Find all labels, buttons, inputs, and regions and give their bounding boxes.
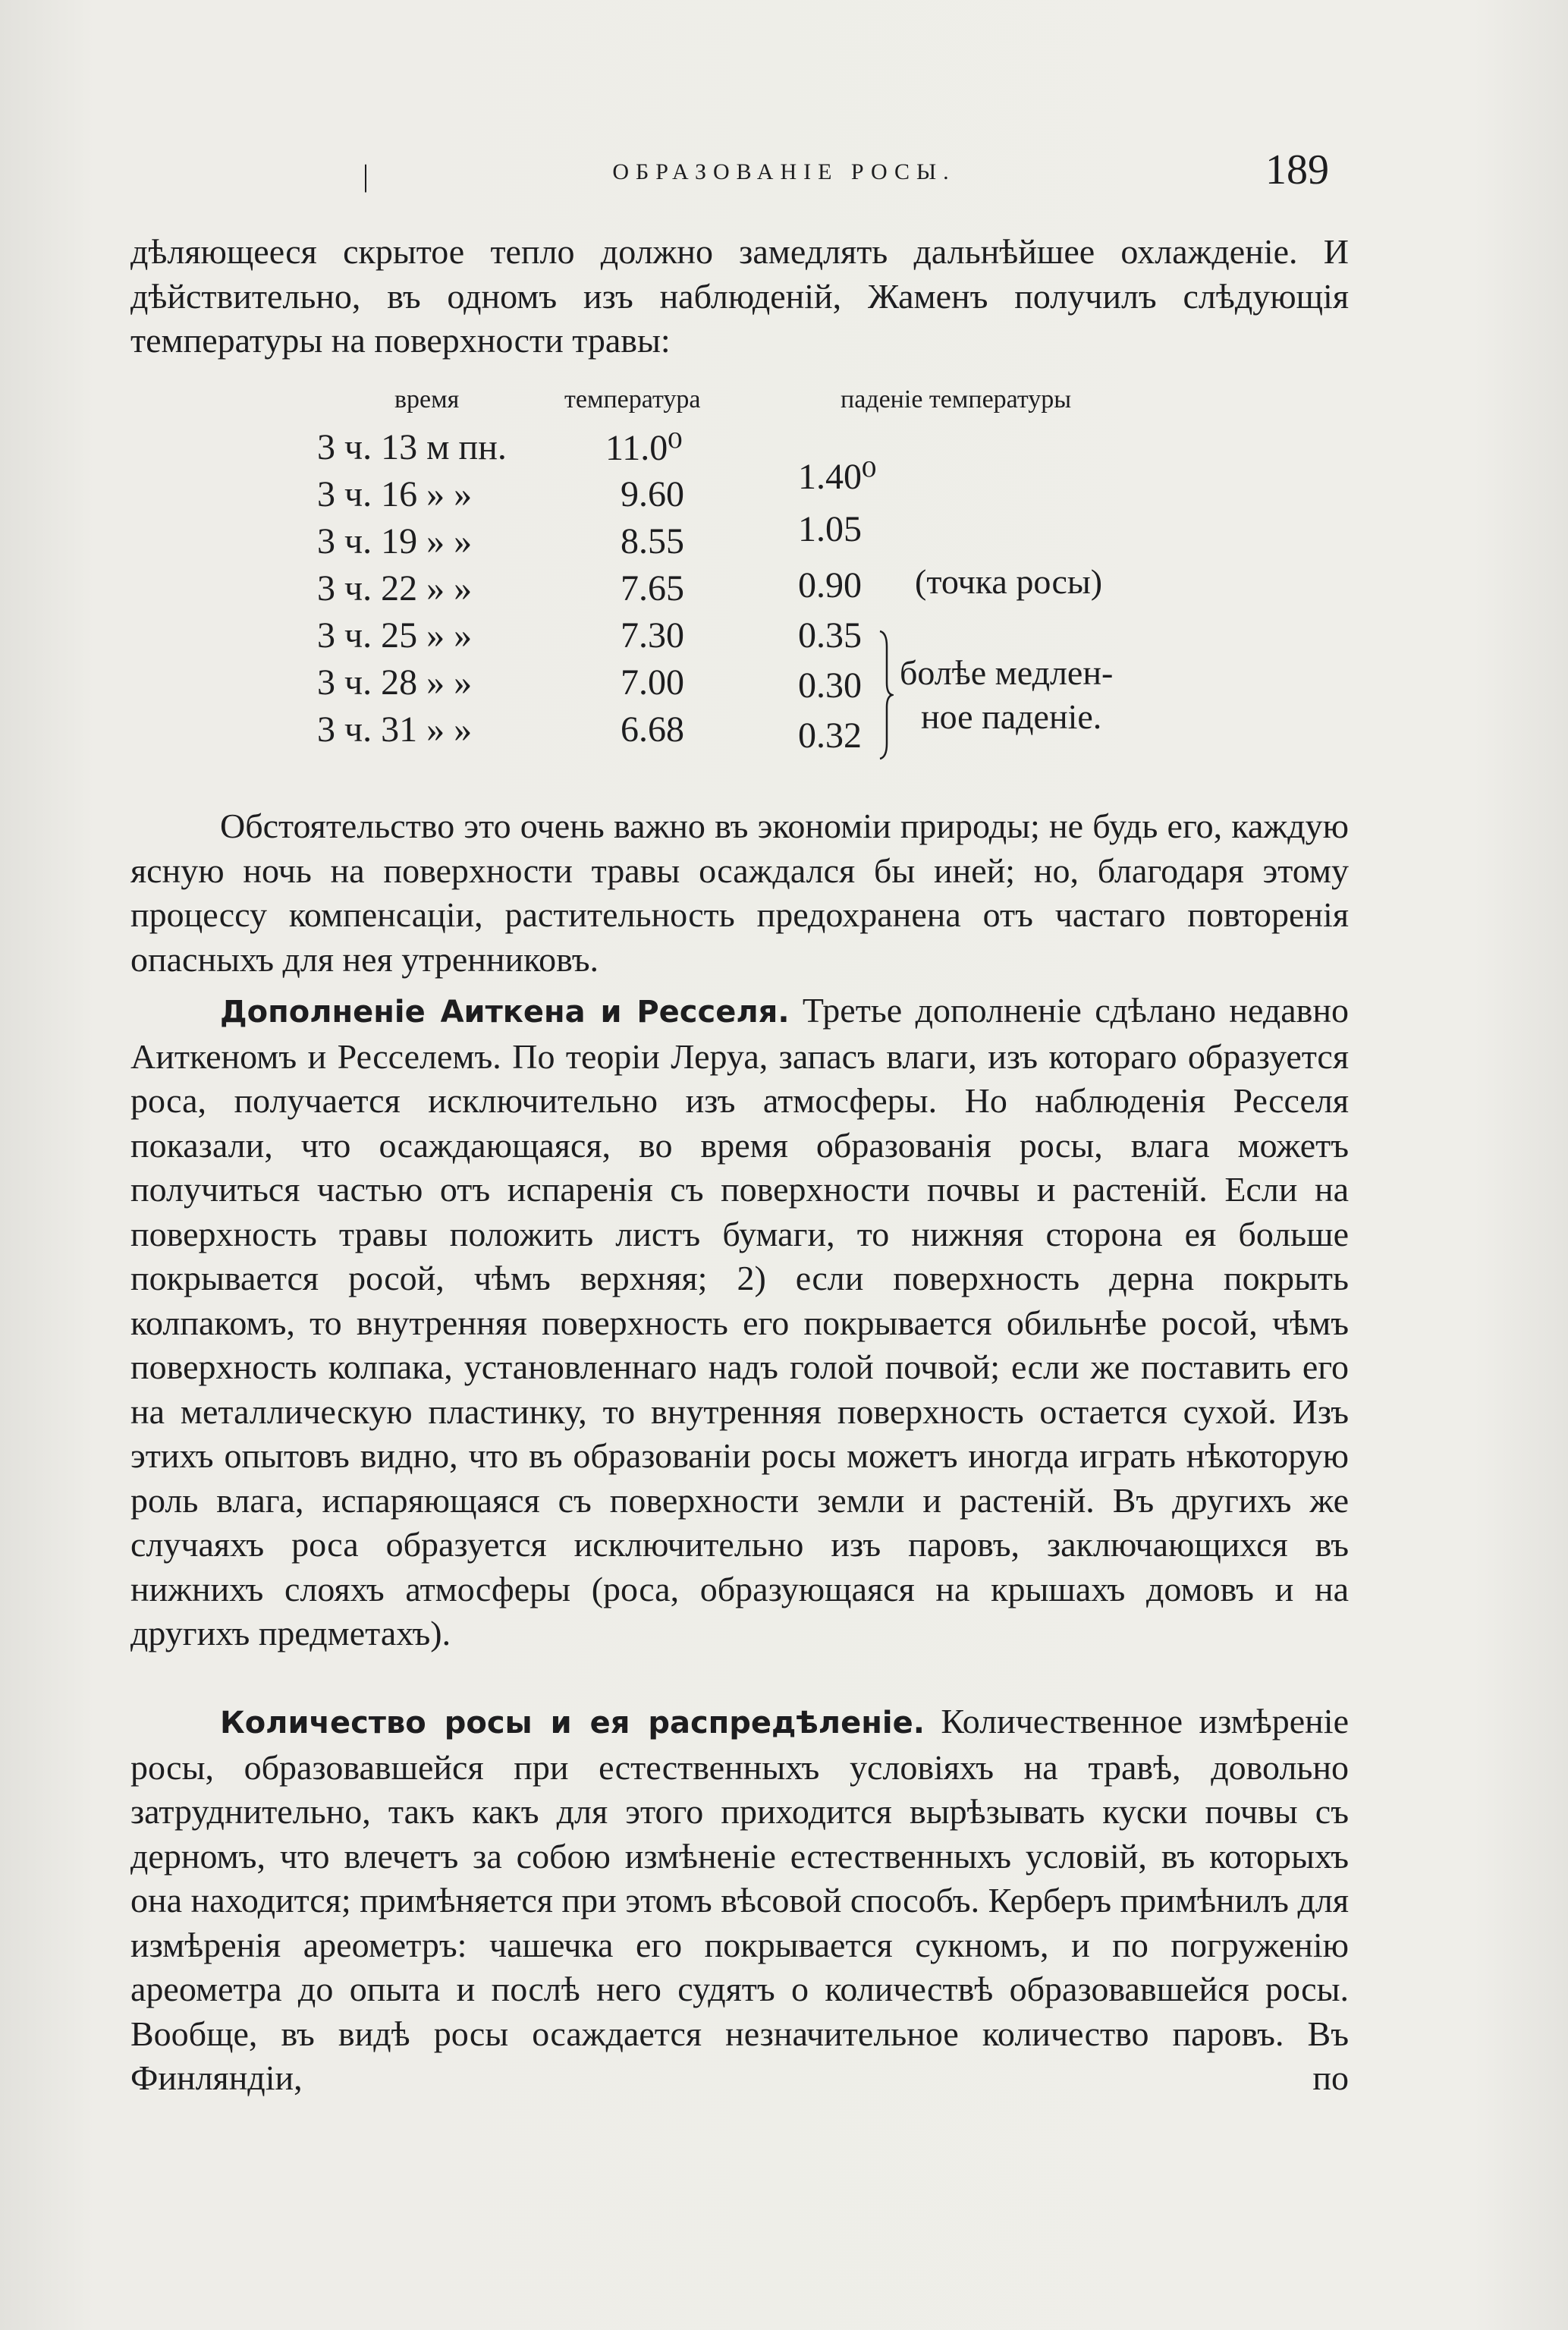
column-header-drop: паденіе температуры <box>841 385 1072 413</box>
drop-cell: 0.90 <box>798 565 862 605</box>
slow-drop-note-line2: ное паденіе. <box>921 697 1102 736</box>
time-cell: 3 ч. 31 » » <box>317 709 473 750</box>
time-cell: 3 ч. 13 м пн. <box>317 427 507 467</box>
temperature-cell: 9.60 <box>621 474 684 514</box>
time-cell: 3 ч. 22 » » <box>317 568 473 608</box>
time-cell: 3 ч. 28 » » <box>317 662 473 703</box>
paragraph-text: Третье дополненіе сдѣлано недавно Аиткеномъ и Ресселемъ. По теоріи Леруа, запасъ влаги, изъ котораго образуется роса, получается исключительно изъ атмосферы. Но наблюденія Ресселя показали, что осаждающаяся, во время образованія росы, влага можетъ получиться частью отъ испаренія съ поверхности почвы и растеній. Если на поверхность травы положить листъ бумаги, то нижняя сторона ея больше покрывается росой, чѣмъ верхняя; 2) если поверхность дерна покрыть колпакомъ, то внутренняя поверхность его покрывается обильнѣе росой, чѣмъ поверхность колпака, установленнаго надъ голой почвой; если же поставить его на металлическую пластинку, то внутренняя поверхность остается сухой. Изъ этихъ опытовъ видно, что въ образованіи росы можетъ иногда играть нѣкоторую роль влага, испаряющаяся съ поверхности земли и растеній. Въ другихъ же случаяхъ роса образуется исключительно изъ паровъ, заключающихся въ нижнихъ слояхъ атмосферы (роса, образующаяся на крышахъ домовъ и на другихъ предметахъ). <box>130 991 1350 1652</box>
slow-drop-note-line1: болѣе медлен- <box>900 653 1114 692</box>
header-mark: | <box>363 159 369 193</box>
column-header-time: время <box>394 385 460 413</box>
running-header <box>0 146 1568 197</box>
run-in-heading: Дополненіе Аиткена и Ресселя. <box>220 995 790 1030</box>
time-cell: 3 ч. 25 » » <box>317 615 473 656</box>
curly-brace <box>877 630 894 760</box>
drop-cell: 0.30 <box>798 665 862 706</box>
intro-paragraph: дѣляющееся скрытое тепло должно замедлять дальнѣйшее охлажденіе. И дѣйствительно, въ одномъ изъ наблюденій, Жаменъ получилъ слѣдующія температуры на поверхности травы: <box>130 232 1349 360</box>
drop-cell: 1.40⁰ <box>798 457 877 497</box>
temperature-cell: 7.00 <box>621 662 684 703</box>
paragraph-circumstance: Обстоятельство это очень важно въ экономіи природы; не будь его, каждую ясную ночь на поверхности травы осаждался бы иней; но, благодаря этому процессу компенсаціи, растительность предохранена отъ частаго повторенія опасныхъ для нея утренниковъ. <box>130 807 1349 979</box>
drop-cell: 0.32 <box>798 715 862 756</box>
drop-cell: 1.05 <box>798 509 862 549</box>
paragraph-dew-amount <box>130 1700 1349 2101</box>
temperature-cell: 7.30 <box>621 615 684 656</box>
temperature-cell: 7.65 <box>621 568 684 608</box>
running-title: ОБРАЗОВАНІЕ РОСЫ. <box>612 159 956 184</box>
temperature-cell: 11.0⁰ <box>605 428 683 468</box>
time-cell: 3 ч. 19 » » <box>317 521 473 561</box>
temperature-cell: 6.68 <box>621 709 684 750</box>
page-number: 189 <box>1265 146 1329 193</box>
paragraph-aitken <box>130 989 1349 1656</box>
paragraph-text: Количественное измѣреніе росы, образовавшейся при естественныхъ условіяхъ на травѣ, довольно затруднительно, такъ какъ для этого приходится вырѣзывать куски почвы съ дерномъ, что влечетъ за собою измѣненіе естественныхъ условій, въ которыхъ она находится; примѣняется при этомъ вѣсовой способъ. Керберъ примѣнилъ для измѣренія ареометръ: чашечка его покрывается сукномъ, и по погруженію ареометра до опыта и послѣ него судятъ о количествѣ образовавшейся росы. Вообще, въ видѣ росы осаждается незначительное количество паровъ. Въ Финляндіи, по <box>130 1702 1349 2097</box>
dew-point-note: (точка росы) <box>915 562 1103 601</box>
temperature-cell: 8.55 <box>621 521 684 561</box>
run-in-heading: Количество росы и ея распредѣленіе. <box>220 1706 925 1740</box>
column-header-temperature: температура <box>564 385 701 413</box>
time-cell: 3 ч. 16 » » <box>317 474 473 514</box>
drop-cell: 0.35 <box>798 615 862 656</box>
